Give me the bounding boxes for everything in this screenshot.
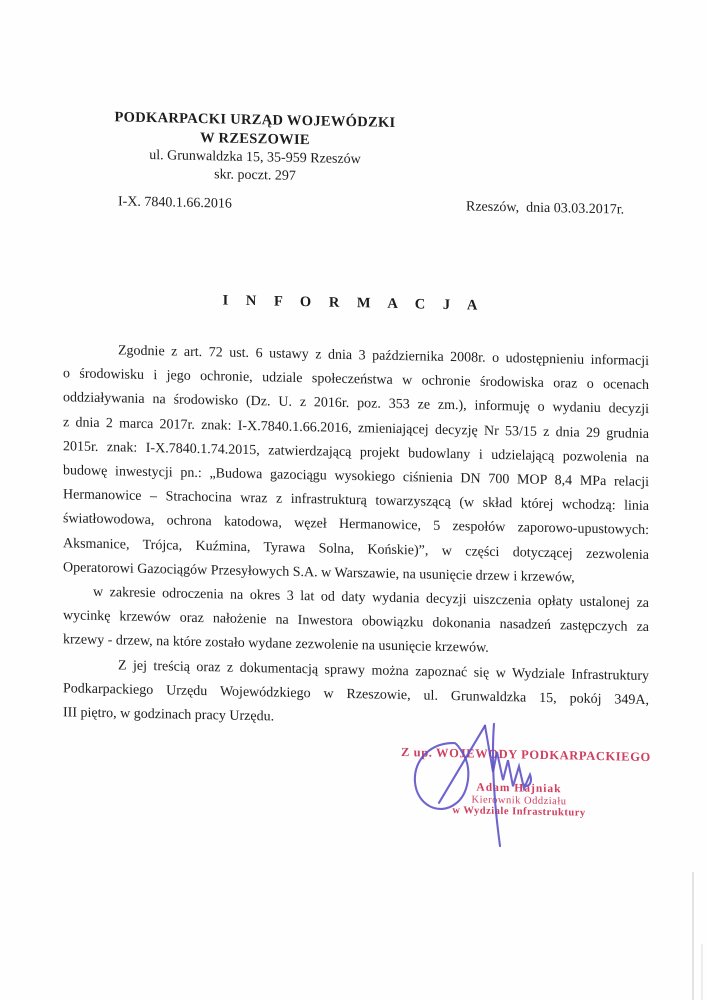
letterhead-address-2: skr. poczt. 297 bbox=[214, 166, 296, 184]
signature-ink bbox=[485, 726, 531, 789]
org-name-line-2: W RZESZOWIE bbox=[200, 130, 310, 149]
stamp-signer-role-2: w Wydziale Infrastruktury bbox=[452, 805, 586, 819]
body-line: Aksmanice, Trójca, Kuźmina, Tyrawa Solna, Końskie)”, w części dotyczącej zezwolenia bbox=[63, 535, 649, 563]
case-number: I-X. 7840.1.66.2016 bbox=[118, 194, 232, 212]
body-line: wycinkę krzewów oraz nałożenie na Inwestora obowiązku dokonania nasadzeń zastępczych za bbox=[63, 608, 649, 636]
stamp-signer-name: Adam Hajniak bbox=[476, 781, 562, 796]
paragraph-1 bbox=[63, 338, 649, 592]
body-line: krzewy - drzew, na które zostało wydane zezwolenie na usunięcie krzewów. bbox=[63, 632, 489, 657]
paragraph-2 bbox=[63, 580, 649, 664]
signature-ink bbox=[439, 725, 485, 804]
body-line: budowę inwestycji pn.: „Budowa gazociągu wysokiego ciśnienia DN 700 MOP 8,4 MPa relacji bbox=[63, 463, 649, 491]
body-line: Podkarpackiego Urzędu Wojewódzkiego w Rzeszowie, ul. Grunwaldzka 15, pokój 349A, bbox=[63, 681, 649, 708]
stamp-signer-role-1: Kierownik Oddziału bbox=[471, 793, 567, 807]
body-line: o środowisku i jego ochronie, udziale społeczeństwa w ochronie środowiska oraz o ocenach bbox=[63, 366, 649, 394]
body-line: światłowodowa, ochrona katodowa, węzeł Hermanowice, 5 zespołów zaporowo-upustowych: bbox=[63, 511, 649, 539]
handwritten-signature bbox=[398, 712, 558, 865]
org-name-line-1: PODKARPACKI URZĄD WOJEWÓDZKI bbox=[114, 109, 396, 131]
body-line: Operatorowi Gazociągów Przesyłowych S.A. w Warszawie, na usunięcie drzew i krzewów, bbox=[63, 560, 575, 586]
letterhead-address-1: ul. Grunwaldzka 15, 35-959 Rzeszów bbox=[149, 147, 361, 168]
body-line: oddziaływania na środowisko (Dz. U. z 2016r. poz. 353 ze zm.), informuję o wydaniu decyzji bbox=[63, 390, 649, 418]
scan-edge-artifact bbox=[692, 872, 694, 1000]
body-line: Z jej treścią oraz z dokumentacją sprawy można zapoznać się w Wydziale Infrastruktury bbox=[118, 658, 649, 684]
paragraph-3 bbox=[63, 653, 649, 737]
letterhead bbox=[85, 108, 425, 188]
body-line: w zakresie odroczenia na okres 3 lat od daty wydania decyzji uiszczenia opłaty ustalonej za bbox=[93, 584, 649, 612]
body-line: z dnia 2 marca 2017r. znak: I-X.7840.1.66.2016, zmieniającej decyzję Nr 53/15 z dnia 29 grudnia bbox=[63, 414, 649, 442]
body-line: III piętro, w godzinach pracy Urzędu. bbox=[63, 705, 275, 725]
place-and-date: Rzeszów, dnia 03.03.2017r. bbox=[466, 199, 625, 218]
scan-edge-artifact bbox=[701, 944, 703, 1000]
body-line: Hermanowice – Strachocina wraz z infrastrukturą towarzyszącą (w skład której wchodzą: linia bbox=[63, 487, 649, 515]
letter-body bbox=[63, 338, 649, 737]
document-title: I N F O R M A C J A bbox=[222, 292, 485, 314]
signature-ink bbox=[493, 724, 500, 846]
stamp-authority-line: Z up. WOJEWODY PODKARPACKIEGO bbox=[401, 745, 651, 765]
body-line: 2015r. znak: I-X.7840.1.74.2015, zatwierdzającą projekt budowlany i udzielającą pozwolenia na bbox=[63, 439, 649, 466]
body-line: Zgodnie z art. 72 ust. 6 ustawy z dnia 3 października 2008r. o udostępnieniu informacji bbox=[118, 343, 649, 370]
